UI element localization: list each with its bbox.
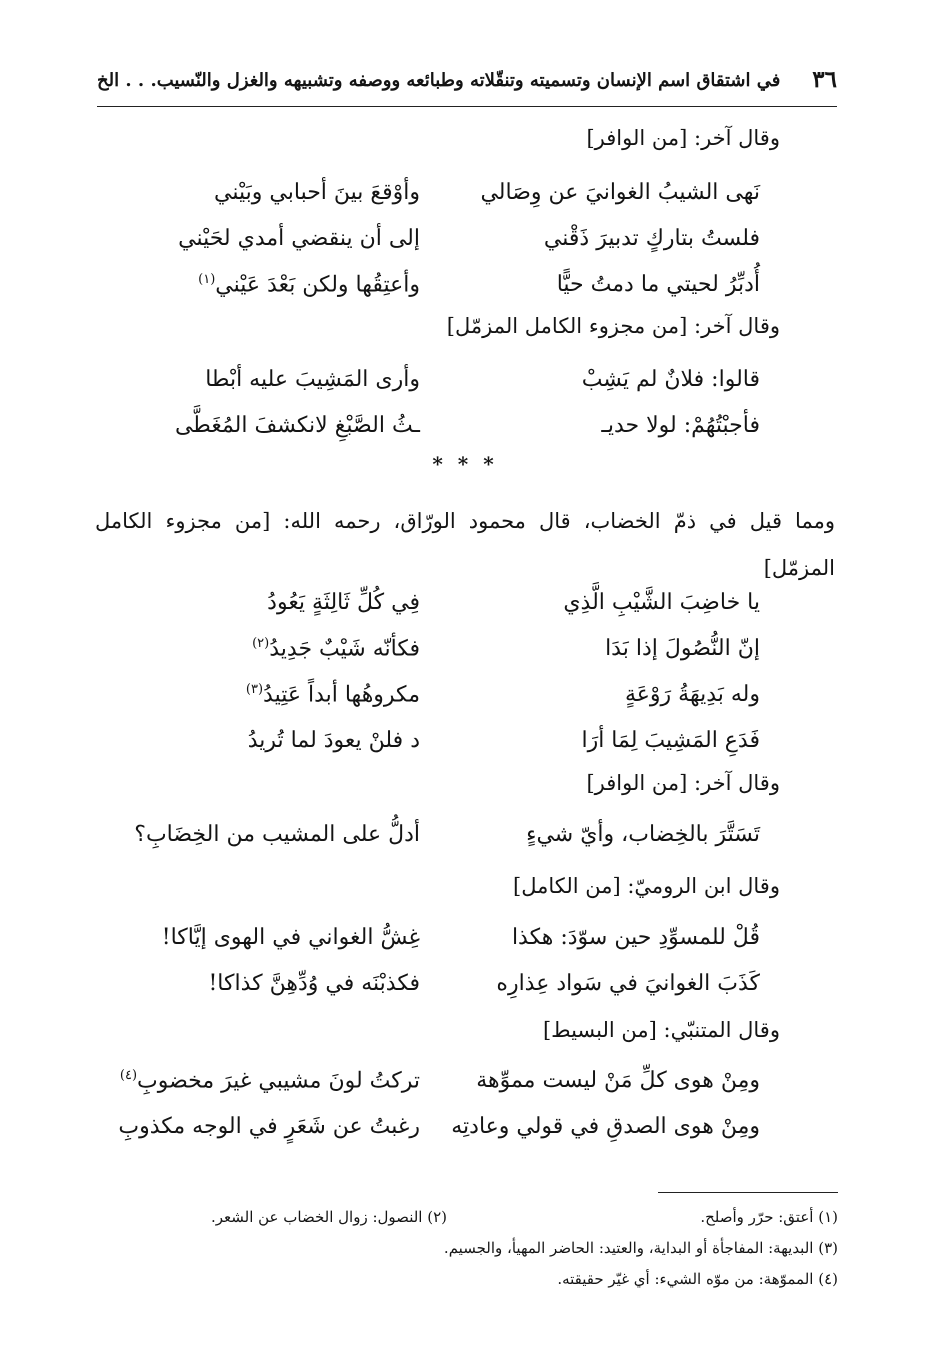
verse-line	[118, 1114, 760, 1160]
verse-first-hemistich: فأجبْتُهُمْ: لولا حديـ	[601, 413, 760, 438]
verse-second-hemistich: فكأنّه شَيْبٌ جَدِيدُ$^{(٢)}$	[252, 636, 420, 662]
verse-first-hemistich: تَسَتَّرَ بالخِضاب، وأيّ شيءٍ	[526, 822, 760, 847]
poem-intro: وقال المتنبّي: [من البسيط]	[542, 1018, 780, 1042]
verse-first-hemistich: فلستُ بتاركٍ تدبيرَ ذَقْني	[543, 226, 760, 251]
verse-first-hemistich: نَهى الشيبُ الغوانيَ عن وِصَالي	[480, 180, 760, 205]
footnote-3: (٣) البديهة: المفاجأة أو البداية، والعتيد: الحاضر المهيأ، والجسيم.	[443, 1239, 838, 1257]
poem-intro: وقال ابن الروميّ: [من الكامل]	[513, 874, 780, 898]
poem-block-5	[150, 925, 760, 1017]
verse-line	[150, 682, 760, 728]
footnote-2: (٢) النصول: زوال الخضاب عن الشعر.	[210, 1208, 447, 1226]
verse-second-hemistich: رغبتُ عن شَعَرٍ في الوجه مكذوبِ	[118, 1114, 420, 1139]
verse-first-hemistich: إنّ النُّصُولَ إذا بَدَا	[605, 636, 760, 661]
footnote-rule	[658, 1192, 838, 1193]
verse-line	[150, 367, 760, 413]
verse-first-hemistich: فَدَعِ المَشِيبَ لِمَا أرَا	[581, 728, 760, 753]
verse-line	[150, 226, 760, 272]
verse-second-hemistich: مكروهُها أبداً عَتِيدُ$^{(٣)}$	[245, 682, 420, 708]
verse-line	[150, 971, 760, 1017]
verse-second-hemistich: إلى أن ينقضي أمدي لحَيْني	[178, 226, 420, 251]
poem-intro: وقال آخر: [من الوافر]	[586, 126, 780, 150]
verse-line	[119, 1068, 760, 1114]
header-rule	[97, 106, 837, 107]
verse-first-hemistich: قُلْ للمسوِّدِ حين سوّدَ: هكذا	[511, 925, 760, 950]
verse-line	[150, 272, 760, 318]
poem-intro: وقال آخر: [من مجزوء الكامل المزمّل]	[446, 314, 780, 338]
section-separator: * * *	[432, 452, 498, 476]
footnote-ref: (١)	[198, 272, 216, 287]
poem-intro: وقال آخر: [من الوافر]	[586, 771, 780, 795]
verse-second-hemistich: وأرى المَشِيبَ عليه أبْطا	[205, 367, 420, 392]
verse-second-hemistich: غِشُّ الغواني في الهوى إيَّاكا!	[161, 925, 420, 950]
verse-first-hemistich: ومِنْ هوى كلِّ مَنْ ليست مموِّهة	[476, 1068, 760, 1093]
verse-second-hemistich: ـثُ الصَّبْغِ لانكشفَ المُغَطَّى	[174, 413, 420, 438]
footnote-ref: (٣)	[245, 682, 264, 697]
poem-block-2	[150, 367, 760, 459]
verse-first-hemistich: يا خاضِبَ الشَّيْبِ الَّذِي	[563, 590, 760, 615]
footnote-ref: (٤)	[119, 1068, 138, 1083]
prose-paragraph: ومما قيل في ذمّ الخضاب، قال محمود الورّاق، رحمه الله: [من مجزوء الكامل المزمّل]	[95, 509, 835, 580]
verse-line	[150, 590, 760, 636]
footnote-1: (١) أعتق: حرّر وأصلح.	[700, 1208, 838, 1226]
running-header	[97, 66, 837, 106]
verse-second-hemistich: د فلنْ يعودَ لما تُريدُ	[247, 728, 420, 753]
verse-line	[150, 636, 760, 682]
verse-line	[150, 728, 760, 774]
footnote-ref: (٢)	[252, 636, 270, 651]
verse-first-hemistich: قالوا: فلانٌ لم يَشِبْ	[581, 367, 760, 392]
footnote-4: (٤) المموّهة: من موّه الشيء: أي غيّر حقيقته.	[557, 1270, 838, 1288]
verse-second-hemistich: فكذبْنَه في وُدِّهِنَّ كذاكا!	[208, 971, 420, 996]
verse-first-hemistich: أُدبِّرُ لحيتي ما دمتُ حيًّا	[556, 272, 760, 297]
poem-block-4	[134, 822, 760, 868]
poem-block-3	[150, 590, 760, 774]
verse-line	[134, 822, 760, 868]
page-number: ٣٦	[812, 66, 837, 93]
poem-block-1	[150, 180, 760, 318]
poem-block-6	[118, 1068, 760, 1160]
verse-second-hemistich: فِي كُلِّ ثَالِثَةٍ يَعُودُ	[267, 590, 420, 615]
verse-first-hemistich: ومِنْ هوى الصدقِ في قولي وعادتِه	[451, 1114, 760, 1139]
verse-line	[150, 180, 760, 226]
verse-second-hemistich: أدلُّ على المشيب من الخِضَابِ؟	[134, 822, 420, 847]
verse-second-hemistich: وأعتِقُها ولكن بَعْدَ عَيْني$^{(١)}$	[198, 272, 420, 298]
verse-first-hemistich: وله بَدِيهَةُ رَوْعَةٍ	[624, 682, 760, 707]
verse-line	[150, 925, 760, 971]
verse-first-hemistich: كَذَبَ الغوانيَ في سَواد عِذارِه	[496, 971, 760, 996]
running-title: في اشتقاق اسم الإنسان وتسميته وتنقّلاته وطبائعه ووصفه وتشبيهه والغزل والنّسيب. . . الخ	[97, 70, 781, 91]
verse-second-hemistich: وأوْقعَ بينَ أحبابي وبَيْني	[214, 180, 420, 205]
verse-second-hemistich: تركتُ لونَ مشيبي غيرَ مخضوبِ$^{(٤)}$	[119, 1068, 420, 1094]
